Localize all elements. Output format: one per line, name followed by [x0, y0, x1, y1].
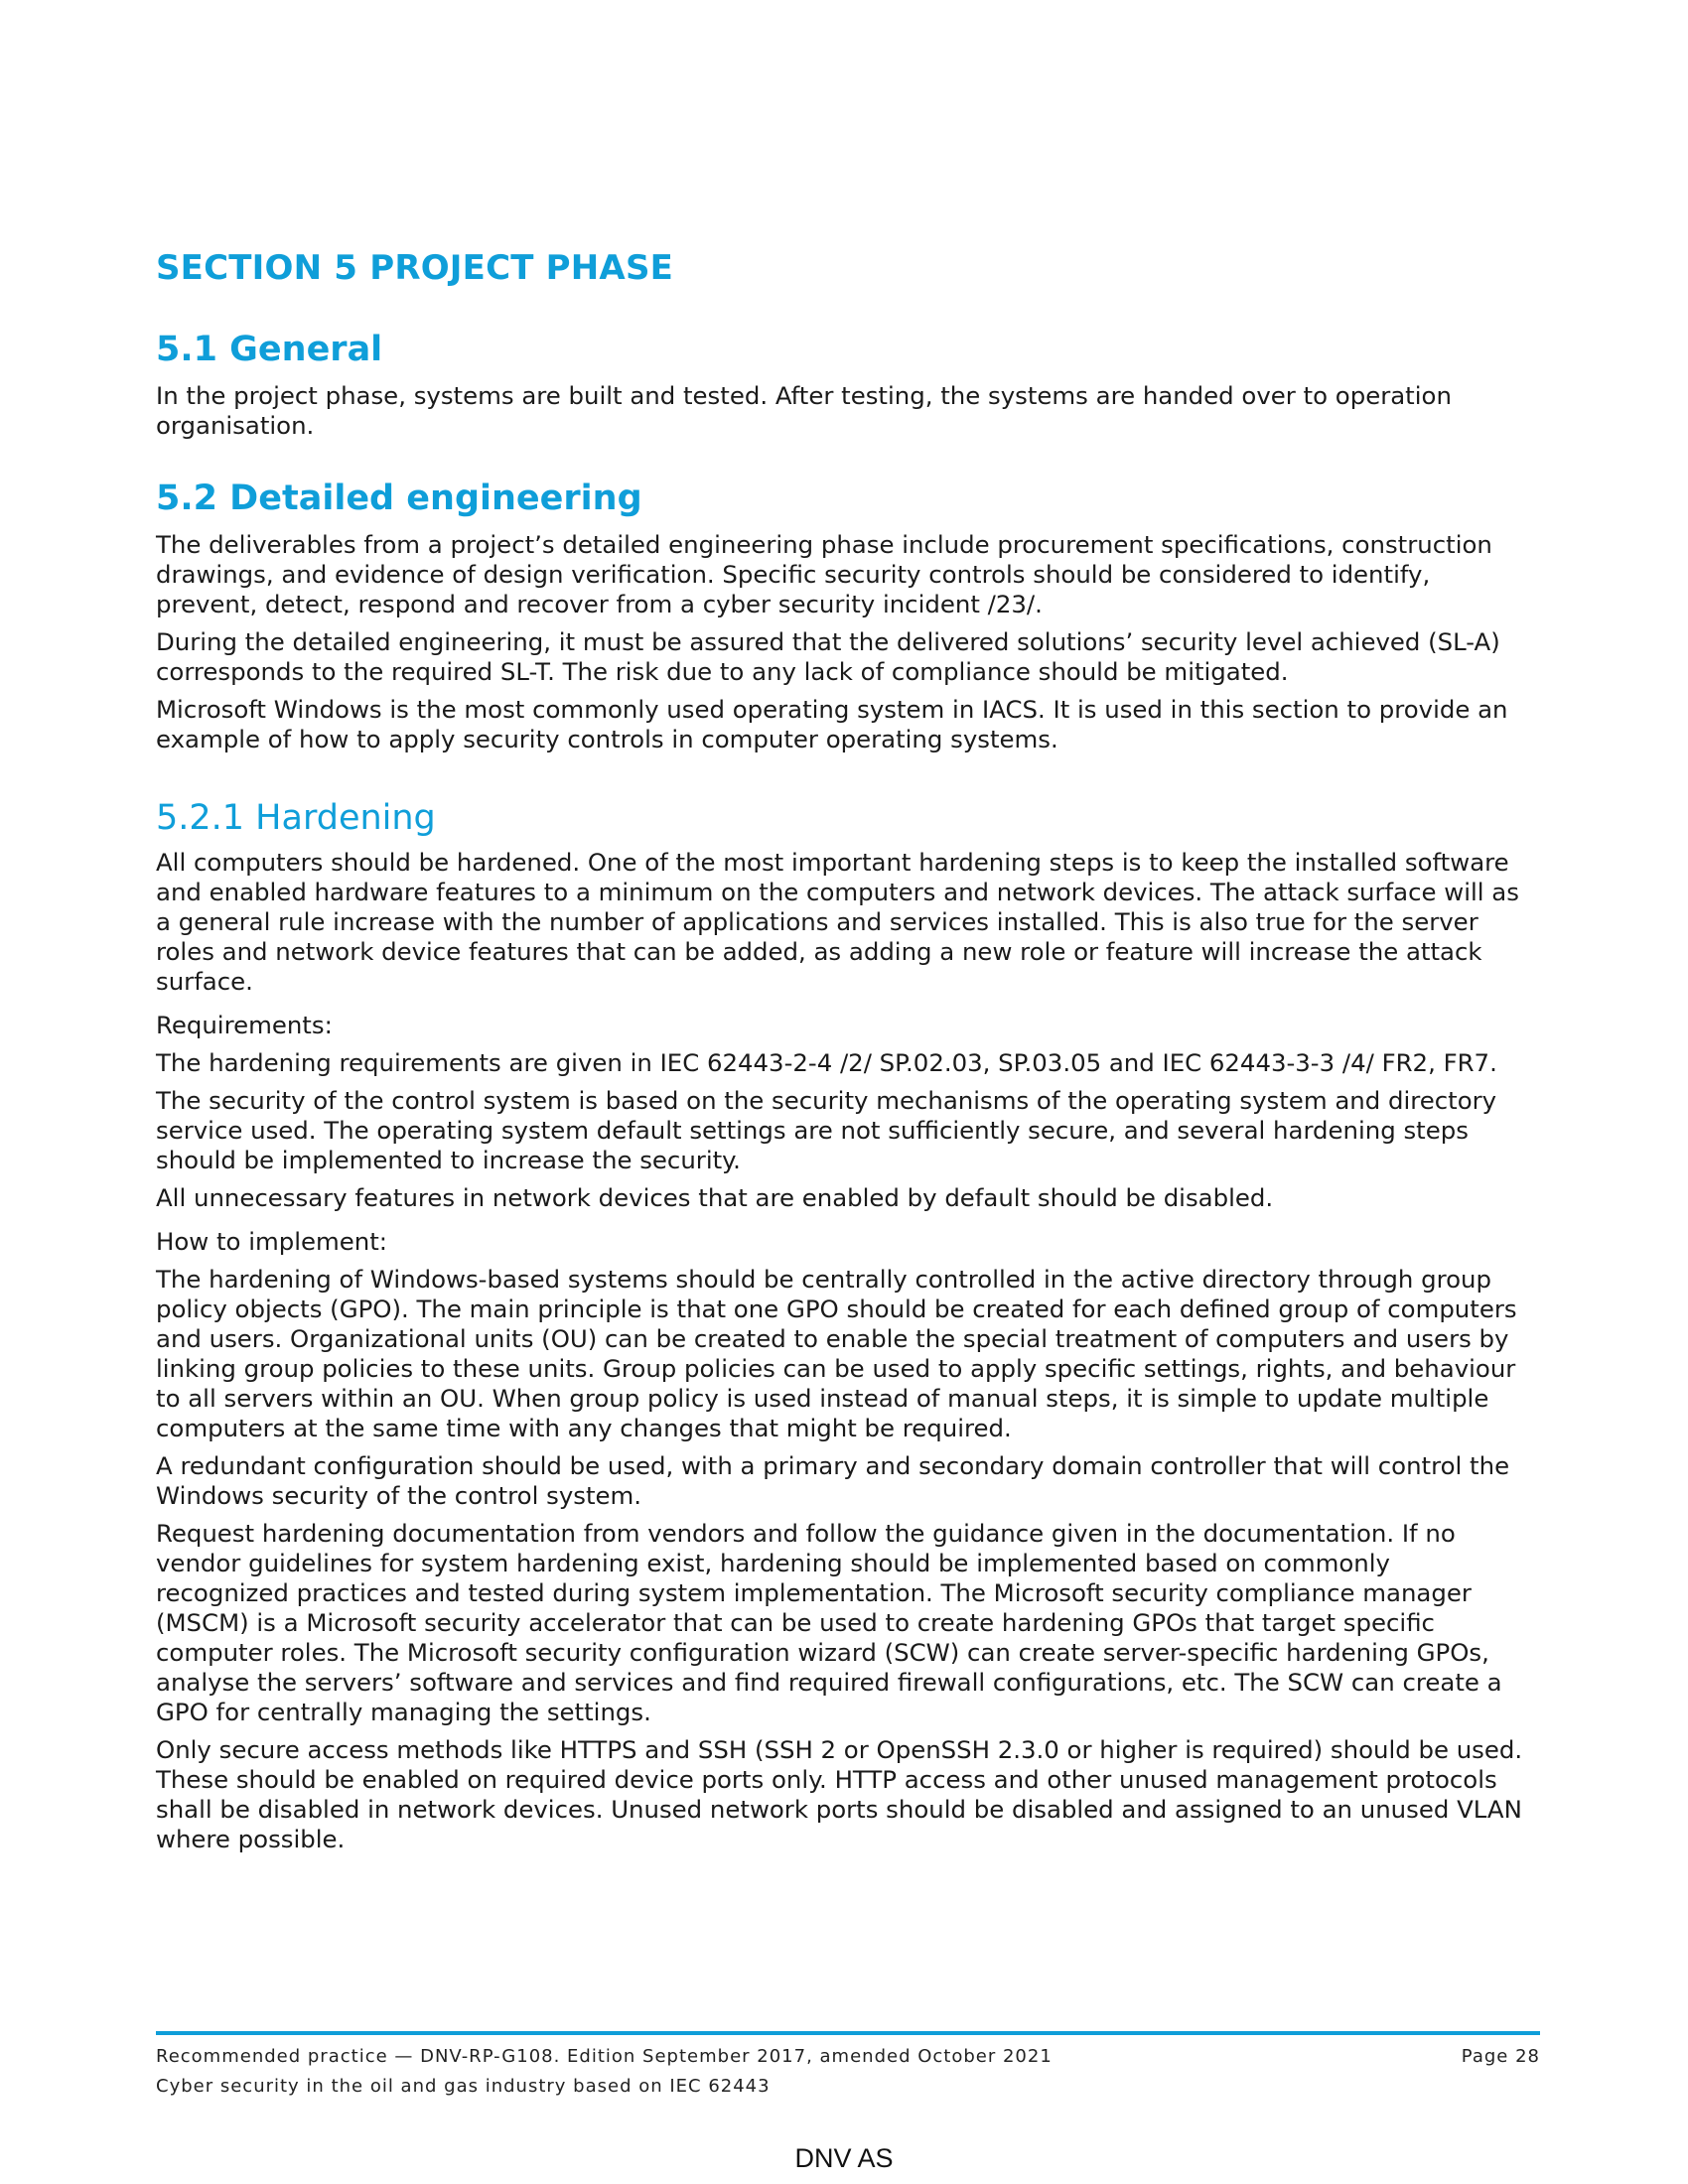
paragraph: During the detailed engineering, it must be assured that the delivered solutions’ security level achieved (SL-A) corresponds to the required SL-T. The risk due to any lack of compliance should be mitigated. [156, 627, 1500, 686]
page-number: Page 28 [1461, 2046, 1540, 2067]
heading-5-2: 5.2 Detailed engineering [156, 478, 642, 518]
document-body [156, 244, 1526, 1862]
paragraph: In the project phase, systems are built and tested. After testing, the systems are handed over to operation organisation. [156, 381, 1452, 440]
paragraph: The deliverables from a project’s detailed engineering phase include procurement specifications, construction drawings, and evidence of design verification. Specific security controls should be considered to identify, prevent, detect, respond and recover from a cyber security incident /23/. [156, 530, 1492, 618]
paragraph: Request hardening documentation from vendors and follow the guidance given in the documentation. If no vendor guidelines for system hardening exist, hardening should be implemented based on commonly recognized practices and tested during system implementation. The Microsoft security compliance manager (MSCM) is a Microsoft security accelerator that can be used to create hardening GPOs that target specific computer roles. The Microsoft security configuration wizard (SCW) can create server-specific hardening GPOs, analyse the servers’ software and services and find required firewall configurations, etc. The SCW can create a GPO for centrally managing the settings. [156, 1519, 1502, 1726]
paragraph: Only secure access methods like HTTPS and SSH (SSH 2 or OpenSSH 2.3.0 or higher is required) should be used. These should be enabled on required device ports only. HTTP access and other unused management protocols shall be disabled in network devices. Unused network ports should be disabled and assigned to an unused VLAN where possible. [156, 1735, 1523, 1853]
paragraph: The security of the control system is based on the security mechanisms of the operating system and directory service used. The operating system default settings are not sufficiently secure, and several hardening steps should be implemented to increase the security. [156, 1086, 1497, 1174]
paragraph: The hardening of Windows-based systems should be centrally controlled in the active directory through group policy objects (GPO). The main principle is that one GPO should be created for each defined group of computers and users. Organizational units (OU) can be created to enable the special treatment of computers and users by linking group policies to these units. Group policies can be used to apply specific settings, rights, and behaviour to all servers within an OU. When group policy is used instead of manual steps, it is simple to update multiple computers at the same time with any changes that might be required. [156, 1265, 1517, 1442]
section-title: SECTION 5 PROJECT PHASE [156, 248, 674, 288]
paragraph: A redundant configuration should be used, with a primary and secondary domain controller that will control the Windows security of the control system. [156, 1451, 1510, 1510]
page-footer [156, 2042, 1540, 2102]
footer-document-subtitle: Cyber security in the oil and gas industry based on IEC 62443 [156, 2076, 771, 2097]
requirements-label: Requirements: [156, 1011, 333, 1039]
paragraph: All computers should be hardened. One of the most important hardening steps is to keep the installed software and enabled hardware features to a minimum on the computers and network devices. The attack surface will as a general rule increase with the number of applications and services installed. This is also true for the server roles and network device features that can be added, as adding a new role or feature will increase the attack surface. [156, 848, 1519, 996]
footer-document-title: Recommended practice — DNV-RP-G108. Edition September 2017, amended October 2021 [156, 2046, 1053, 2067]
paragraph: The hardening requirements are given in IEC 62443-2-4 /2/ SP.02.03, SP.03.05 and IEC 62443-3-3 /4/ FR2, FR7. [156, 1048, 1497, 1077]
how-to-implement-label: How to implement: [156, 1227, 388, 1256]
footer-divider [156, 2031, 1540, 2035]
paragraph: Microsoft Windows is the most commonly used operating system in IACS. It is used in this section to provide an example of how to apply security controls in computer operating systems. [156, 695, 1508, 753]
heading-5-2-1: 5.2.1 Hardening [156, 798, 436, 838]
heading-5-1: 5.1 General [156, 330, 383, 369]
paragraph: All unnecessary features in network devices that are enabled by default should be disabled. [156, 1183, 1274, 1212]
publisher-name: DNV AS [794, 2143, 894, 2173]
